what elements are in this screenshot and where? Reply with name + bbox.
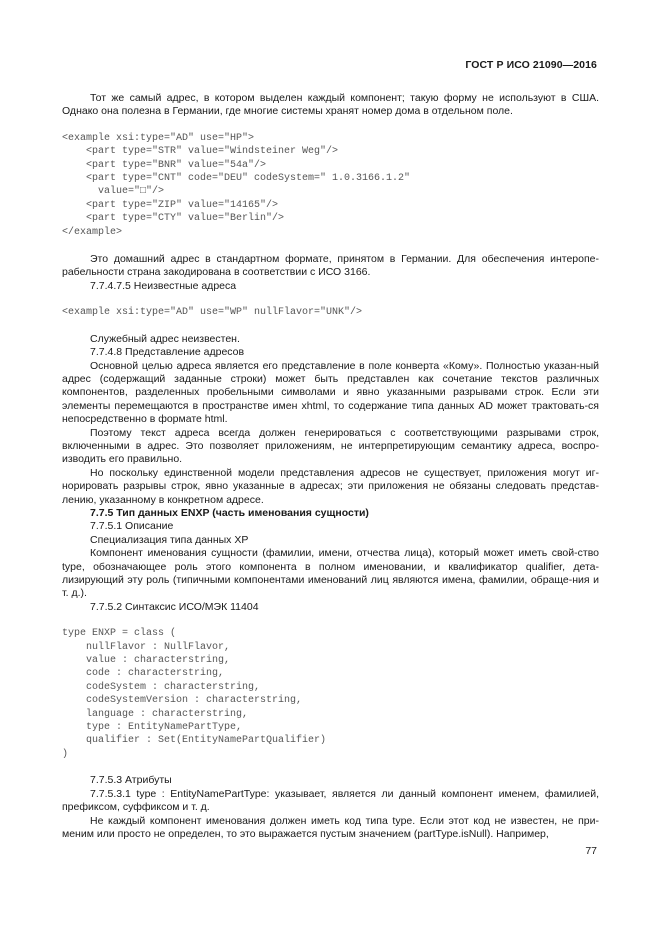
paragraph: Поэтому текст адреса всегда должен генерироваться с соответствующими разрывами строк, включенными в адрес. Это позволяет приложениям, не интерпретирующим семантику адреса, воспро-изводить его правильно.: [62, 426, 599, 466]
paragraph: Тот же самый адрес, в котором выделен каждый компонент; такую форму не используют в США. Однако она полезна в Германии, где многие системы хранят номер дома в отдельном поле.: [62, 92, 599, 118]
paragraph: 7.7.4.7.5 Неизвестные адреса: [90, 279, 237, 292]
code-line: codeSystemVersion : characterstring,: [62, 695, 303, 707]
code-line: codeSystem : characterstring,: [62, 681, 261, 693]
code-line: value : characterstring,: [62, 655, 231, 667]
paragraph: Это домашний адрес в стандартном формате, принятом в Германии. Для обеспечения интеропе-рабельности страна закодирована в соответствии с ИСО 3166.: [62, 253, 599, 279]
paragraph: 7.7.5.1 Описание: [90, 520, 174, 533]
code-line: type ENXP = class (: [62, 628, 177, 640]
code-line: qualifier : Set(EntityNamePartQualifier): [62, 735, 327, 747]
code-line: nullFlavor : NullFlavor,: [62, 641, 231, 653]
paragraph: Но поскольку единственной модели представления адресов не существует, приложения могут иг-норировать разрывы строк, явно указанные в адресах; эти приложения не обязаны следовать представ-лению, указанному в конкретном адресе.: [62, 466, 599, 506]
paragraph: Специализация типа данных XP: [90, 533, 249, 546]
paragraph: Служебный адрес неизвестен.: [90, 332, 240, 345]
paragraph: 7.7.5.3.1 type : EntityNamePartType: указывает, является ли данный компонент именем, фамилией, префиксом, суффиксом и т. д.: [62, 787, 599, 814]
code-line: <example xsi:type="AD" use="WP" nullFlavor="UNK"/>: [62, 307, 363, 319]
code-block: [62, 306, 599, 319]
code-line: </example>: [62, 226, 123, 238]
document-body: [62, 92, 599, 841]
page-number: 77: [585, 845, 597, 857]
code-line: <part type="ZIP" value="14165"/>: [62, 199, 279, 211]
code-block: [62, 132, 599, 239]
code-line: language : characterstring,: [62, 708, 249, 720]
paragraph: 7.7.5.2 Синтаксис ИСО/МЭК 11404: [90, 600, 259, 613]
code-block: [62, 627, 599, 761]
code-line: ): [62, 748, 69, 760]
section-heading: 7.7.5 Тип данных ENXP (часть именования сущности): [90, 506, 369, 519]
code-line: <part type="STR" value="Windsteiner Weg"/>: [62, 146, 339, 158]
document-header: ГОСТ Р ИСО 21090—2016: [465, 59, 597, 71]
paragraph: 7.7.4.8 Представление адресов: [90, 346, 245, 359]
code-line: type : EntityNamePartType,: [62, 722, 243, 734]
paragraph: Компонент именования сущности (фамилии, имени, отчества лица), который может иметь свой-ство type, обозначающее роль этого компонента в полном именовании, и квалификатор qualifier, дета-лизирующий эту роль (типичными компонентами именований лиц являются имена, фамилии, обраще-ния и т. д.).: [62, 547, 599, 600]
code-line: value="□"/>: [62, 186, 165, 198]
code-line: <example xsi:type="AD" use="HP">: [62, 132, 255, 144]
paragraph: Не каждый компонент именования должен иметь код типа type. Если этот код не известен, не при-меним или просто не определен, то это выражается пустым значением (partType.isNull). Например,: [62, 814, 599, 840]
paragraph: Основной целью адреса является его представление в поле конверта «Кому». Полностью указан-ный адрес (содержащий заданные строки) может быть представлен как сочетание текстов различных компонентов, разделенных пробельными символами и явно указанными разрывами строк. Если эти элементы перемещаются в пространстве имен xhtml, то содержание типа данных AD может трактовать-ся непосредственно в формате html.: [62, 359, 599, 426]
code-line: code : characterstring,: [62, 668, 225, 680]
code-line: <part type="CTY" value="Berlin"/>: [62, 213, 285, 225]
paragraph: 7.7.5.3 Атрибуты: [90, 774, 172, 787]
code-line: <part type="CNT" code="DEU" codeSystem=" 1.0.3166.1.2": [62, 173, 411, 185]
code-line: <part type="BNR" value="54a"/>: [62, 159, 267, 171]
